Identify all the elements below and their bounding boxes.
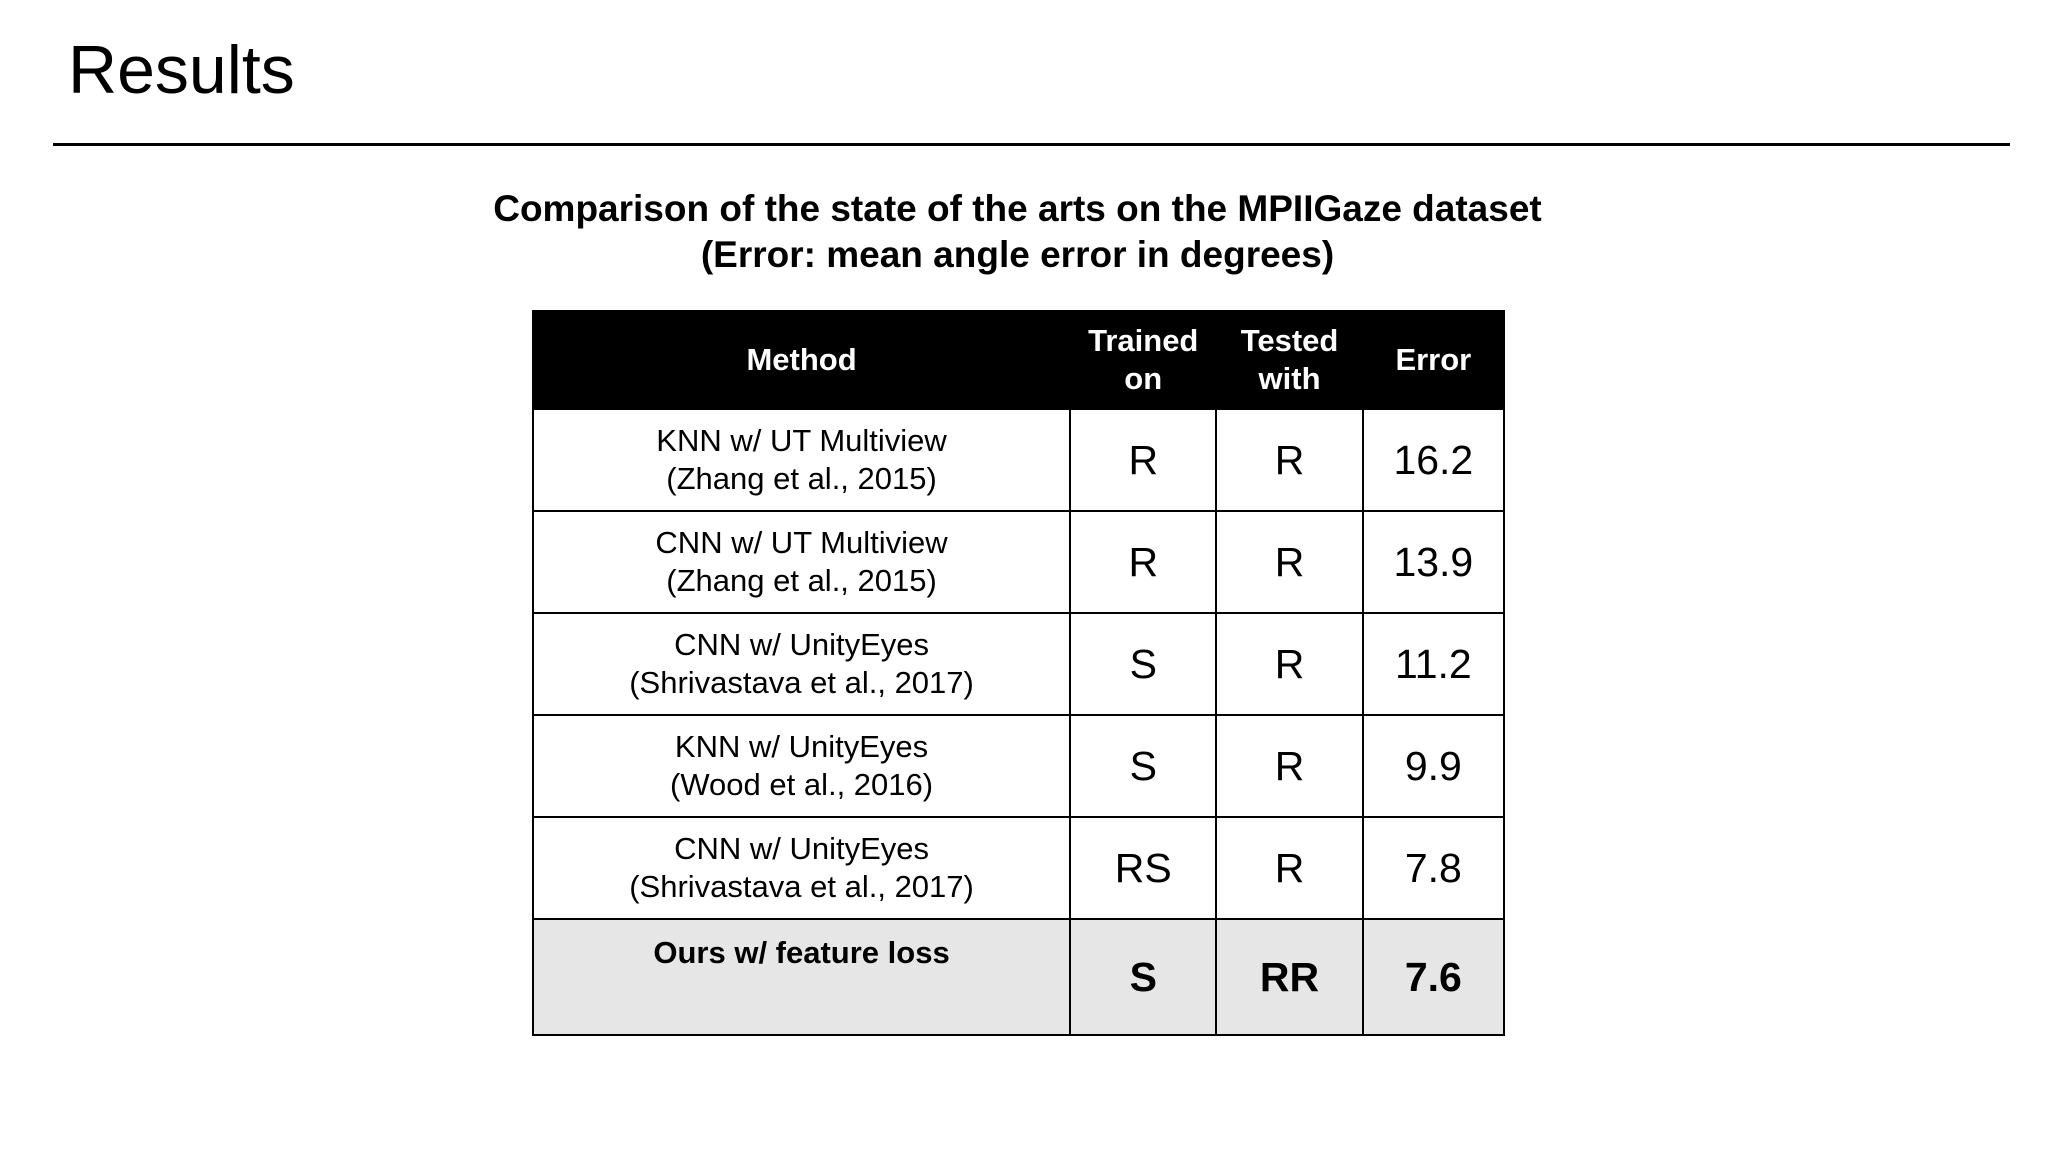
tested-with-cell: R [1216,409,1362,511]
tested-with-cell: R [1216,613,1362,715]
method-citation: (Shrivastava et al., 2017) [629,869,974,904]
caption-line-1: Comparison of the state of the arts on the MPIIGaze dataset [493,188,1542,229]
table-row [533,715,1504,817]
trained-on-cell: S [1070,613,1216,715]
method-name: Ours w/ feature loss [653,935,950,970]
error-cell: 7.8 [1363,817,1504,919]
header-tested-line-2: with [1258,361,1321,396]
table-row-ours [533,919,1504,1035]
method-name: KNN w/ UnityEyes [674,729,929,764]
results-table [532,310,1505,1036]
table-row [533,409,1504,511]
tested-with-cell: R [1216,715,1362,817]
method-cell [533,817,1070,919]
method-cell [533,715,1070,817]
table-header-row [533,311,1504,409]
tested-with-cell: R [1216,817,1362,919]
caption-line-2: (Error: mean angle error in degrees) [700,234,1335,275]
trained-on-cell: S [1070,715,1216,817]
header-trained-line-2: on [1124,361,1163,396]
error-cell: 16.2 [1363,409,1504,511]
table-caption [0,186,2035,278]
header-tested-line-1: Tested [1240,323,1339,358]
method-citation: (Zhang et al., 2015) [666,461,937,496]
slide-title: Results [68,32,295,108]
error-cell: 13.9 [1363,511,1504,613]
title-divider [53,143,2010,146]
table-row [533,511,1504,613]
method-name: CNN w/ UT Multiview [655,525,948,560]
table-row [533,613,1504,715]
error-cell: 7.6 [1363,919,1504,1035]
tested-with-cell: RR [1216,919,1362,1035]
method-cell [533,613,1070,715]
method-cell [533,409,1070,511]
method-cell [533,511,1070,613]
header-method [533,311,1070,409]
method-name: CNN w/ UnityEyes [674,627,930,662]
table-row [533,817,1504,919]
header-error-label: Error [1395,342,1472,377]
method-name: KNN w/ UT Multiview [656,423,947,458]
trained-on-cell: R [1070,511,1216,613]
method-citation: (Zhang et al., 2015) [666,563,937,598]
header-method-label: Method [746,342,857,377]
header-trained-line-1: Trained [1088,323,1199,358]
tested-with-cell: R [1216,511,1362,613]
method-citation: (Shrivastava et al., 2017) [629,665,974,700]
header-error [1363,311,1504,409]
trained-on-cell: R [1070,409,1216,511]
trained-on-cell: RS [1070,817,1216,919]
method-cell [533,919,1070,1035]
method-citation: (Wood et al., 2016) [670,767,934,802]
error-cell: 9.9 [1363,715,1504,817]
trained-on-cell: S [1070,919,1216,1035]
error-cell: 11.2 [1363,613,1504,715]
header-trained-on [1070,311,1216,409]
method-name: CNN w/ UnityEyes [674,831,930,866]
header-tested-with [1216,311,1362,409]
